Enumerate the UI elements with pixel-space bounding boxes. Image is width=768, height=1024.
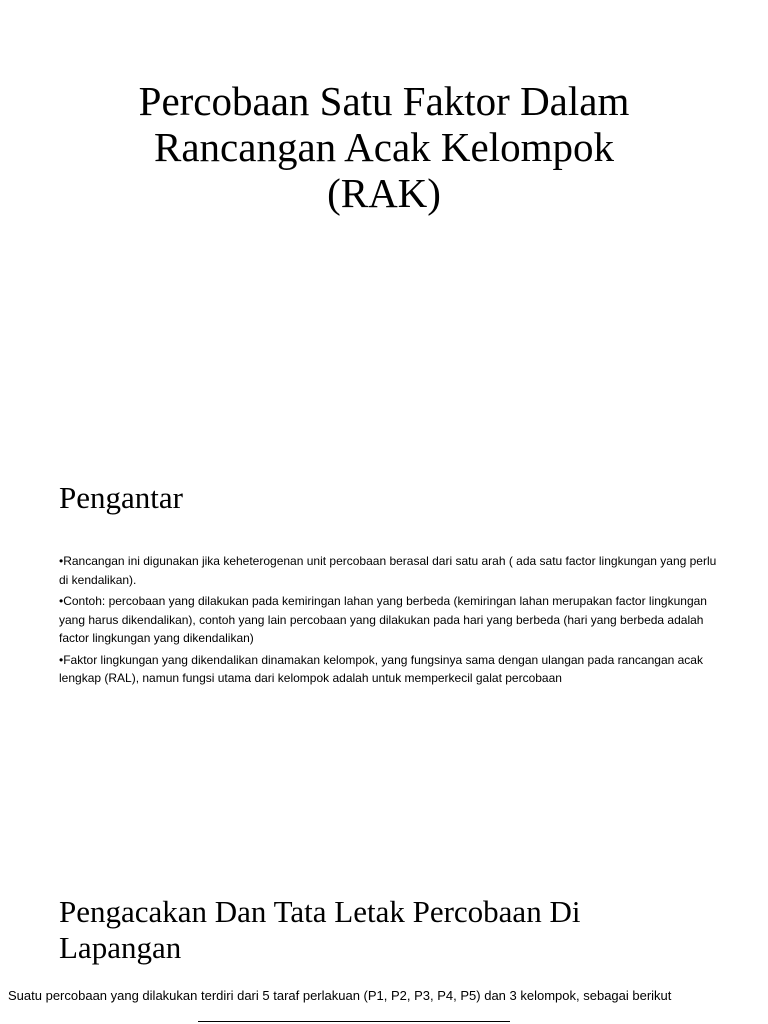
slide-title xyxy=(0,0,768,440)
bullet-item-2: •Contoh: percobaan yang dilakukan pada kemiringan lahan yang berbeda (kemiringan lahan merupakan factor lingkungan yang harus dikendalikan), contoh yang lain percobaan yang dilakukan pada hari yang berbeda (hari yang berbeda adalah factor lingkungan yang dikendalikan) xyxy=(59,594,707,645)
title-line-3: (RAK) xyxy=(327,170,441,216)
title-line-1: Percobaan Satu Faktor Dalam xyxy=(138,78,630,124)
bullet-item-1: •Rancangan ini digunakan jika keheterogenan unit percobaan berasal dari satu arah ( ada satu factor lingkungan yang perlu di kendalikan). xyxy=(59,554,717,587)
bullet-item-3: •Faktor lingkungan yang dikendalikan dinamakan kelompok, yang fungsinya sama dengan ulangan pada rancangan acak lengkap (RAL), namun fungsi utama dari kelompok adalah untuk memperkecil galat percobaan xyxy=(59,652,703,685)
body-paragraph: Suatu percobaan yang dilakukan terdiri dari 5 taraf perlakuan (P1, P2, P3, P4, P5) dan 3 kelompok, sebagai berikut xyxy=(8,988,672,1003)
slide-pengantar xyxy=(0,470,768,800)
bullet-list xyxy=(59,552,723,691)
table-top-rule xyxy=(198,1021,510,1022)
title-line-2: Rancangan Acak Kelompok xyxy=(154,124,614,170)
section-heading-pengantar: Pengantar xyxy=(59,480,183,515)
heading-line-1: Pengacakan Dan Tata Letak Percobaan Di xyxy=(59,894,581,929)
slide-pengacakan xyxy=(0,888,768,1024)
page-title xyxy=(60,78,708,216)
heading-line-2: Lapangan xyxy=(59,930,182,965)
section-heading-pengacakan xyxy=(59,894,699,966)
